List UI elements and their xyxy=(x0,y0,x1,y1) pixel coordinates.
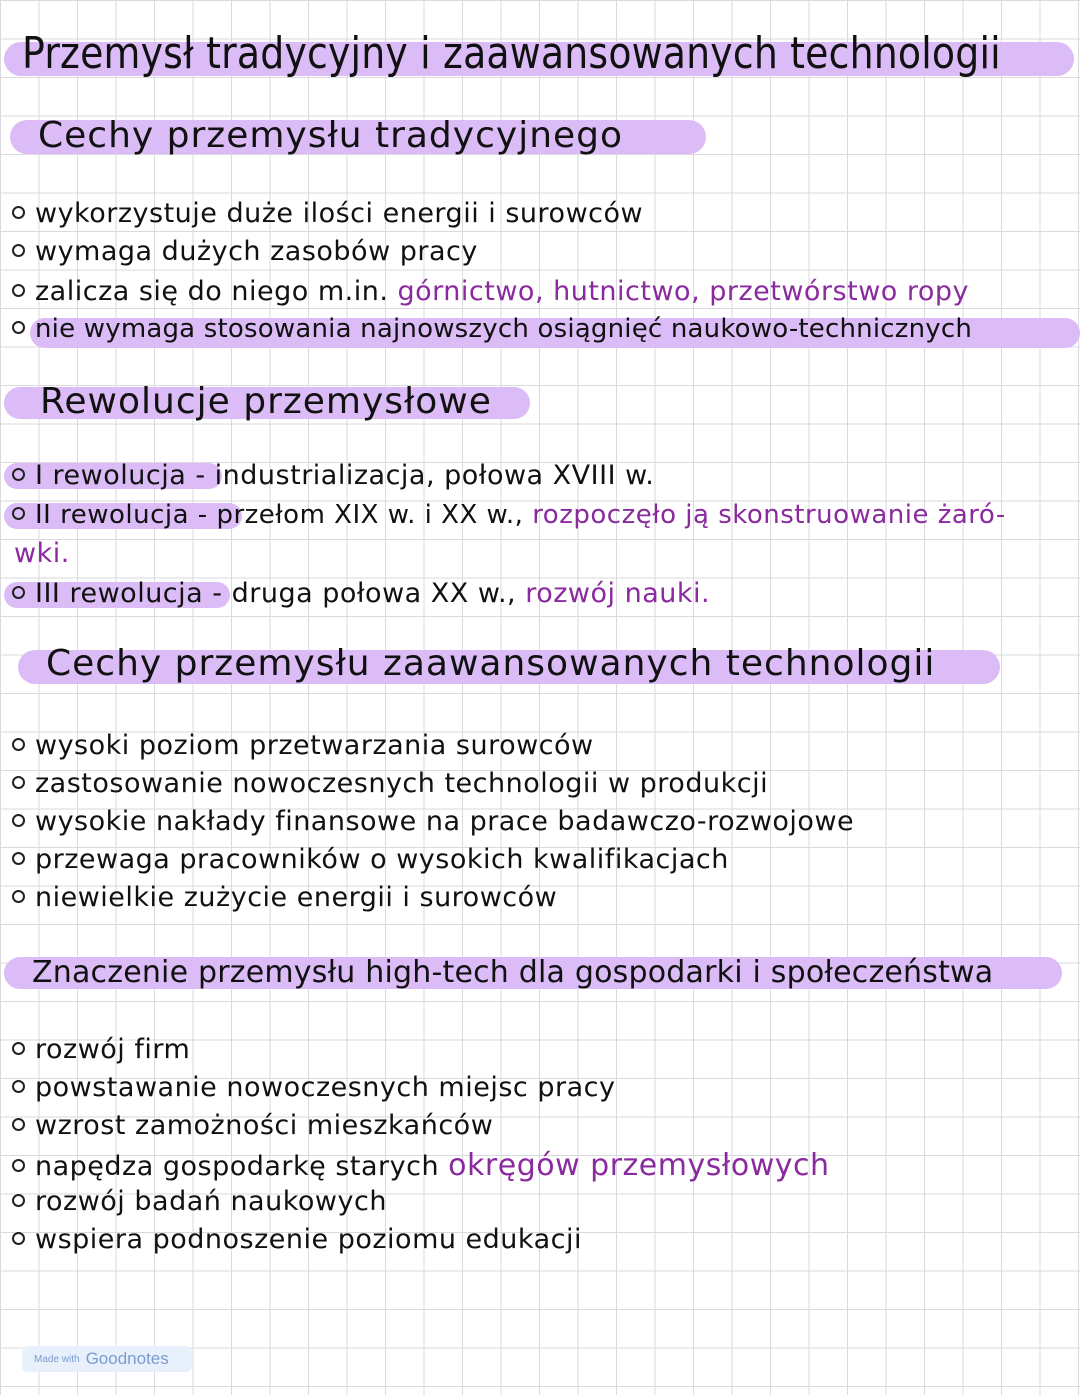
bullet-icon xyxy=(12,1080,25,1093)
list-item: napędza gospodarkę starych okręgów przemysłowych xyxy=(12,1148,830,1183)
goodnotes-badge xyxy=(22,1346,192,1372)
list-item: wysoki poziom przetwarzania surowców xyxy=(12,730,594,761)
bullet-icon xyxy=(12,244,25,257)
bullet-icon xyxy=(12,1042,25,1055)
goodnotes-logo-text: Goodnotes xyxy=(85,1349,169,1368)
list-item: wysokie nakłady finansowe na prace badawczo-rozwojowe xyxy=(12,806,854,837)
section-heading-traditional: Cechy przemysłu tradycyjnego xyxy=(38,115,624,156)
bullet-icon xyxy=(12,890,25,903)
section-heading-importance: Znaczenie przemysłu high-tech dla gospodarki i społeczeństwa xyxy=(32,955,994,990)
list-item: wspiera podnoszenie poziomu edukacji xyxy=(12,1224,582,1255)
list-item: III rewolucja - druga połowa XX w., rozwój nauki. xyxy=(12,578,710,609)
list-item: rozwój badań naukowych xyxy=(12,1186,387,1217)
bullet-icon xyxy=(12,814,25,827)
list-item-continuation: wki. xyxy=(14,538,70,569)
bullet-icon xyxy=(12,1232,25,1245)
list-item: rozwój firm xyxy=(12,1034,190,1065)
bullet-icon xyxy=(12,321,25,334)
list-item: II rewolucja - przełom XIX w. i XX w., rozpoczęło ją skonstruowanie żaró- xyxy=(12,500,1006,530)
list-item: zalicza się do niego m.in. górnictwo, hutnictwo, przetwórstwo ropy xyxy=(12,276,969,307)
list-item: I rewolucja - industrializacja, połowa XVIII w. xyxy=(12,460,654,491)
list-item: zastosowanie nowoczesnych technologii w produkcji xyxy=(12,768,768,799)
list-item: wzrost zamożności mieszkańców xyxy=(12,1110,493,1141)
section-heading-hightech: Cechy przemysłu zaawansowanych technologii xyxy=(46,643,936,684)
bullet-icon xyxy=(12,1194,25,1207)
list-item: wymaga dużych zasobów pracy xyxy=(12,236,478,267)
list-item: powstawanie nowoczesnych miejsc pracy xyxy=(12,1072,615,1103)
bullet-icon xyxy=(12,738,25,751)
list-item: przewaga pracowników o wysokich kwalifikacjach xyxy=(12,844,729,875)
bullet-icon xyxy=(12,507,25,520)
bullet-icon xyxy=(12,206,25,219)
bullet-icon xyxy=(12,284,25,297)
bullet-icon xyxy=(12,468,25,481)
list-item: wykorzystuje duże ilości energii i surowców xyxy=(12,198,643,229)
bullet-icon xyxy=(12,776,25,789)
list-item: nie wymaga stosowania najnowszych osiągnięć naukowo-technicznych xyxy=(12,314,972,344)
bullet-icon xyxy=(12,852,25,865)
made-with-label: Made with xyxy=(34,1353,80,1365)
list-item: niewielkie zużycie energii i surowców xyxy=(12,882,557,913)
bullet-icon xyxy=(12,1118,25,1131)
bullet-icon xyxy=(12,1159,25,1172)
bullet-icon xyxy=(12,586,25,599)
section-heading-revolutions: Rewolucje przemysłowe xyxy=(40,381,492,422)
page-title: Przemysł tradycyjny i zaawansowanych technologii xyxy=(22,28,1001,79)
